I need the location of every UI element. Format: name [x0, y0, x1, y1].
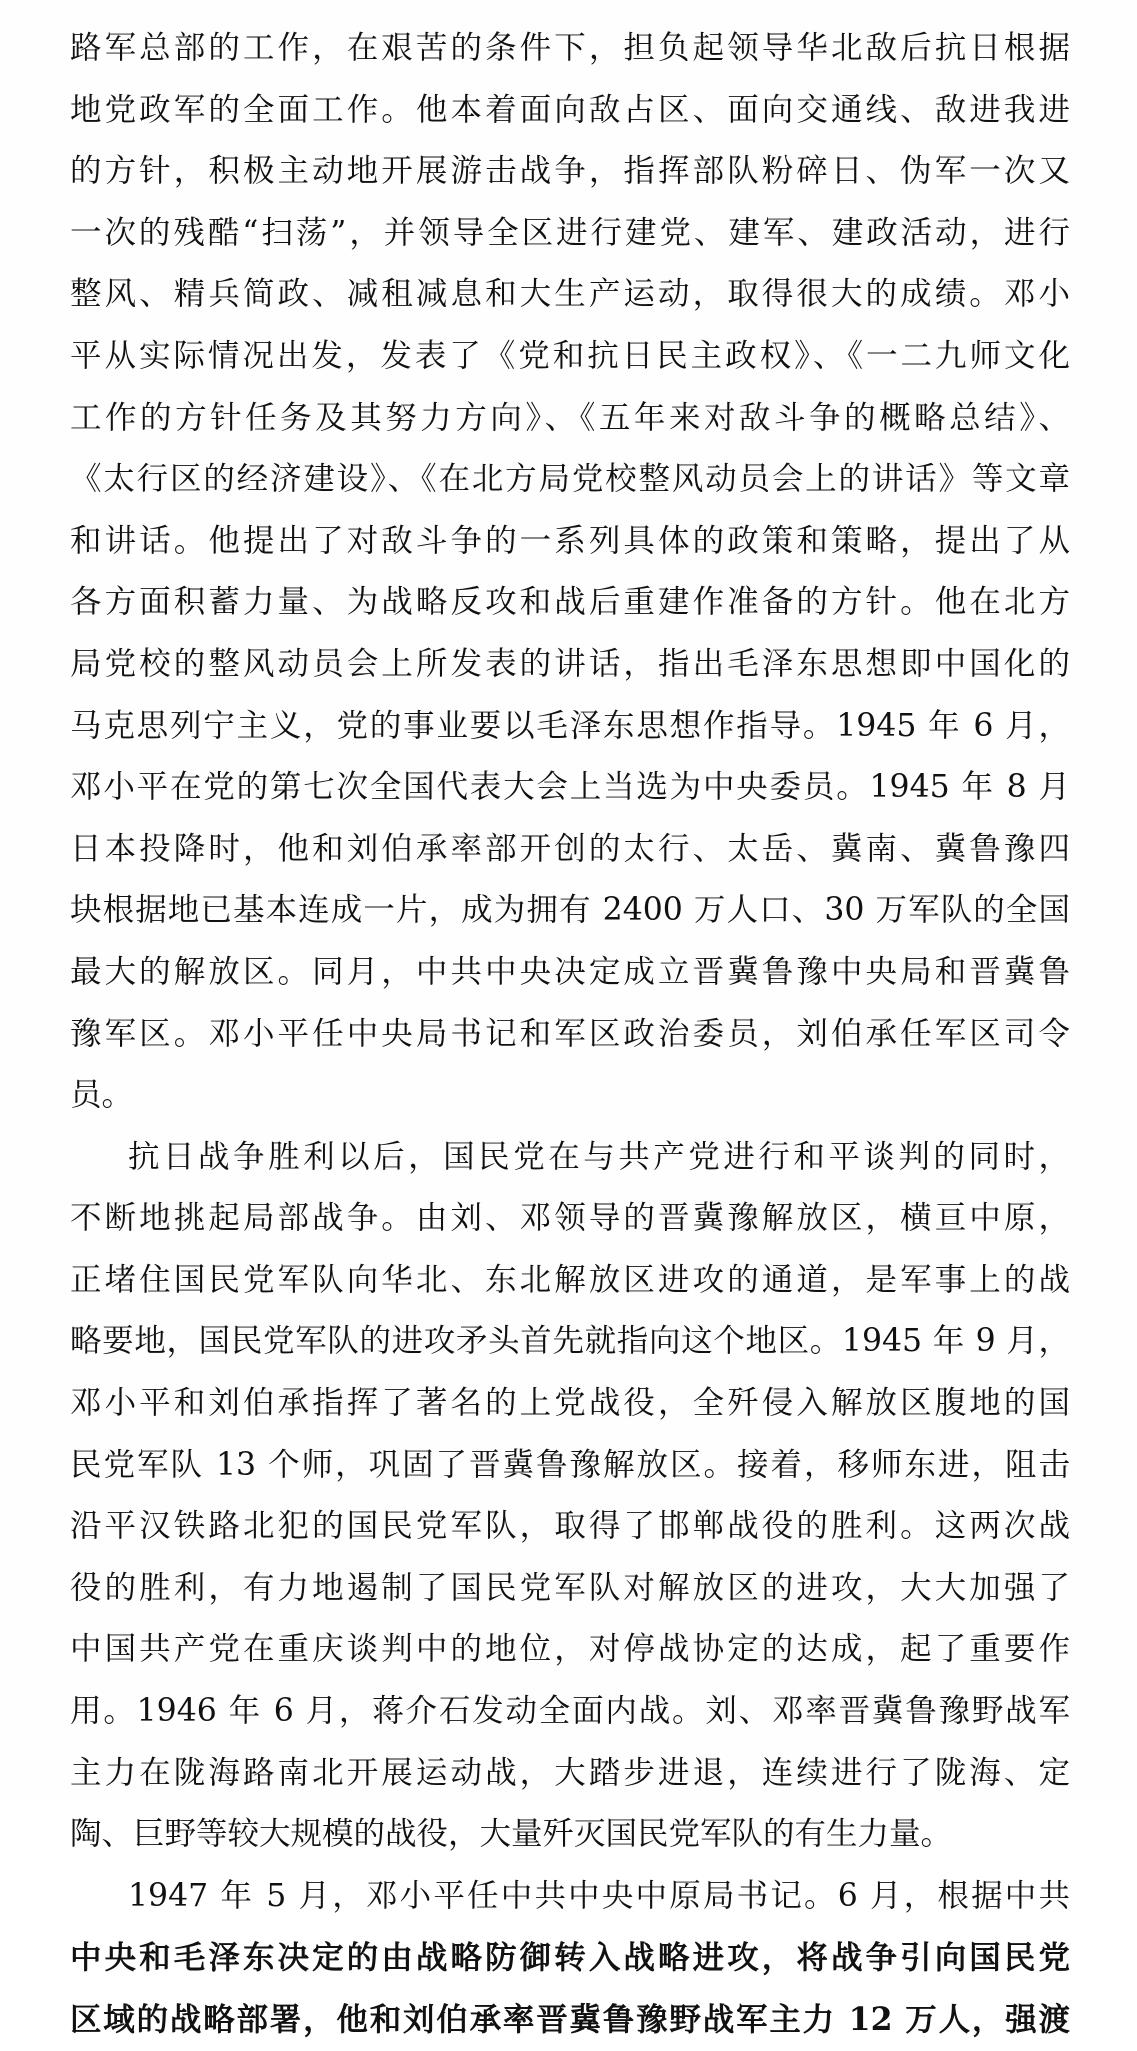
- text-line: 民党军队 13 个师，巩固了晋冀鲁豫解放区。接着，移师东进，阻击: [70, 1446, 1070, 1483]
- text-line: 沿平汉铁路北犯的国民党军队，取得了邯郸战役的胜利。这两次战: [70, 1508, 1070, 1545]
- text-line: 邓小平在党的第七次全国代表大会上当选为中央委员。1945 年 8 月: [70, 769, 1070, 806]
- text-line: 陶、巨野等较大规模的战役，大量歼灭国民党军队的有生力量。: [70, 1816, 953, 1853]
- text-line: 的方针，积极主动地开展游击战争，指挥部队粉碎日、伪军一次又: [70, 153, 1070, 190]
- text-line: 马克思列宁主义，党的事业要以毛泽东思想作指导。1945 年 6 月，: [70, 707, 1070, 744]
- text-line: 和讲话。他提出了对敌斗争的一系列具体的政策和策略，提出了从: [70, 522, 1070, 559]
- text-line: 豫军区。邓小平任中央局书记和军区政治委员，刘伯承任军区司令: [70, 1015, 1070, 1052]
- text-line: 一次的残酷“扫荡”，并领导全区进行建党、建军、建政活动，进行: [70, 214, 1070, 251]
- text-line: 路军总部的工作，在艰苦的条件下，担负起领导华北敌后抗日根据: [70, 30, 1070, 66]
- text-line: 正堵住国民党军队向华北、东北解放区进攻的通道，是军事上的战: [70, 1261, 1070, 1298]
- text-line: 员。: [70, 1077, 134, 1114]
- text-line: 块根据地已基本连成一片，成为拥有 2400 万人口、30 万军队的全国: [70, 892, 1070, 929]
- text-line: 用。1946 年 6 月，蒋介石发动全面内战。刘、邓率晋冀鲁豫野战军: [70, 1693, 1070, 1730]
- text-line: 略要地，国民党军队的进攻矛头首先就指向这个地区。1945 年 9 月，: [70, 1323, 1070, 1360]
- text-line: 主力在陇海路南北开展运动战，大踏步进退，连续进行了陇海、定: [70, 1754, 1070, 1791]
- text-line: 役的胜利，有力地遏制了国民党军队对解放区的进攻，大大加强了: [70, 1569, 1070, 1606]
- text-line: 不断地挑起局部战争。由刘、邓领导的晋冀豫解放区，横亘中原，: [70, 1200, 1070, 1237]
- text-line: 局党校的整风动员会上所发表的讲话，指出毛泽东思想即中国化的: [70, 645, 1070, 682]
- text-line: 邓小平和刘伯承指挥了著名的上党战役，全歼侵入解放区腹地的国: [70, 1385, 1070, 1422]
- text-line: 区域的战略部署，他和刘伯承率晋冀鲁豫野战军主力 12 万人，强渡: [70, 2001, 1070, 2038]
- text-line: 最大的解放区。同月，中共中央决定成立晋冀鲁豫中央局和晋冀鲁: [70, 953, 1070, 990]
- text-line: 日本投降时，他和刘伯承率部开创的太行、太岳、冀南、冀鲁豫四: [70, 830, 1070, 867]
- text-line: 中国共产党在重庆谈判中的地位，对停战协定的达成，起了重要作: [70, 1631, 1070, 1668]
- text-line: 工作的方针任务及其努力方向》、《五年来对敌斗争的概略总结》、: [70, 399, 1070, 436]
- text-line: 整风、精兵简政、减租减息和大生产运动，取得很大的成绩。邓小: [70, 276, 1070, 313]
- text-line: 各方面积蓄力量、为战略反攻和战后重建作准备的方针。他在北方: [70, 584, 1070, 621]
- text-line: 中央和毛泽东决定的由战略防御转入战略进攻，将战争引向国民党: [70, 1939, 1070, 1977]
- text-line: 抗日战争胜利以后，国民党在与共产党进行和平谈判的同时，: [128, 1138, 1070, 1175]
- text-line: 平从实际情况出发，发表了《党和抗日民主政权》、《一二九师文化: [70, 337, 1070, 374]
- text-line: 《太行区的经济建设》、《在北方局党校整风动员会上的讲话》等文章: [70, 461, 1070, 498]
- text-line: 地党政军的全面工作。他本着面向敌占区、面向交通线、敌进我进: [70, 91, 1070, 128]
- body-text: [70, 18, 1070, 2051]
- text-line: 1947 年 5 月，邓小平任中共中央中原局书记。6 月，根据中共: [128, 1877, 1070, 1914]
